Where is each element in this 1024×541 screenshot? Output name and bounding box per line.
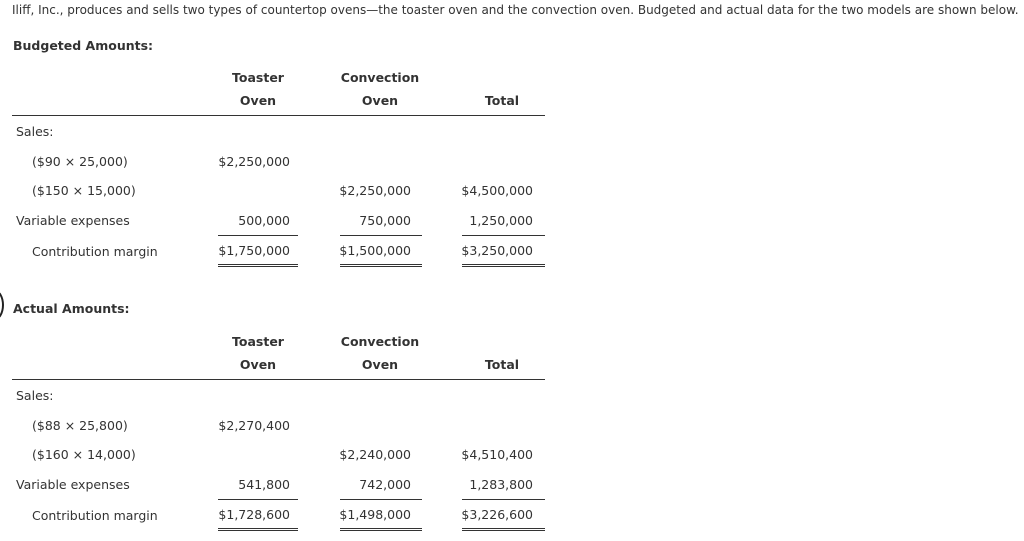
budgeted-header-convection-2: Oven [361, 93, 399, 108]
actual-variable-label: Variable expenses [16, 477, 130, 492]
actual-total-rule-convection [340, 528, 422, 531]
budgeted-subtotal-rule-toaster [218, 235, 298, 236]
budgeted-sales-toaster-value: $2,250,000 [218, 154, 290, 169]
actual-header-rule [12, 379, 545, 380]
actual-sales-convection-label: ($160 × 14,000) [32, 447, 136, 462]
budgeted-sales-label: Sales: [16, 124, 54, 139]
actual-header-toaster-1: Toaster [232, 334, 284, 349]
budgeted-cm-total: $3,250,000 [461, 243, 533, 258]
actual-total-rule-total [462, 528, 545, 531]
actual-subtotal-rule-toaster [218, 499, 298, 500]
actual-subtotal-rule-total [462, 499, 545, 500]
budgeted-cm-label: Contribution margin [32, 244, 158, 259]
intro-text: Iliff, Inc., produces and sells two types of countertop ovens—the toaster oven and the convection oven. Budgeted and actual data for the two models are shown below. [12, 3, 1019, 17]
actual-header-convection-1: Convection [340, 334, 420, 349]
actual-subtotal-rule-convection [340, 499, 422, 500]
actual-cm-label: Contribution margin [32, 508, 158, 523]
budgeted-variable-total: 1,250,000 [469, 213, 533, 228]
actual-sales-toaster-label: ($88 × 25,800) [32, 418, 128, 433]
budgeted-cm-toaster: $1,750,000 [218, 243, 290, 258]
actual-cm-total: $3,226,600 [461, 507, 533, 522]
budgeted-cm-convection: $1,500,000 [339, 243, 411, 258]
budgeted-header-total: Total [484, 93, 520, 108]
actual-header-total: Total [484, 357, 520, 372]
actual-sales-label: Sales: [16, 388, 54, 403]
actual-cm-convection: $1,498,000 [339, 507, 411, 522]
actual-header-convection-2: Oven [361, 357, 399, 372]
budgeted-variable-convection: 750,000 [359, 213, 411, 228]
bracket-marker [0, 290, 4, 320]
actual-header-toaster-2: Oven [239, 357, 277, 372]
budgeted-header-toaster-2: Oven [239, 93, 277, 108]
actual-variable-total: 1,283,800 [469, 477, 533, 492]
budgeted-variable-toaster: 500,000 [238, 213, 290, 228]
actual-variable-toaster: 541,800 [238, 477, 290, 492]
actual-sales-total-value: $4,510,400 [461, 447, 533, 462]
budgeted-header-rule [12, 115, 545, 116]
budgeted-sales-convection-value: $2,250,000 [339, 183, 411, 198]
budgeted-total-rule-total [462, 264, 545, 267]
actual-variable-convection: 742,000 [359, 477, 411, 492]
budgeted-title: Budgeted Amounts: [13, 38, 154, 53]
budgeted-variable-label: Variable expenses [16, 213, 130, 228]
budgeted-header-toaster-1: Toaster [232, 70, 284, 85]
budgeted-sales-convection-label: ($150 × 15,000) [32, 183, 136, 198]
actual-total-rule-toaster [218, 528, 298, 531]
budgeted-header-convection-1: Convection [340, 70, 420, 85]
actual-title: Actual Amounts: [13, 301, 130, 316]
budgeted-sales-toaster-label: ($90 × 25,000) [32, 154, 128, 169]
budgeted-subtotal-rule-convection [340, 235, 422, 236]
budgeted-total-rule-toaster [218, 264, 298, 267]
budgeted-sales-total-value: $4,500,000 [461, 183, 533, 198]
budgeted-subtotal-rule-total [462, 235, 545, 236]
actual-cm-toaster: $1,728,600 [218, 507, 290, 522]
actual-sales-convection-value: $2,240,000 [339, 447, 411, 462]
actual-sales-toaster-value: $2,270,400 [218, 418, 290, 433]
budgeted-total-rule-convection [340, 264, 422, 267]
